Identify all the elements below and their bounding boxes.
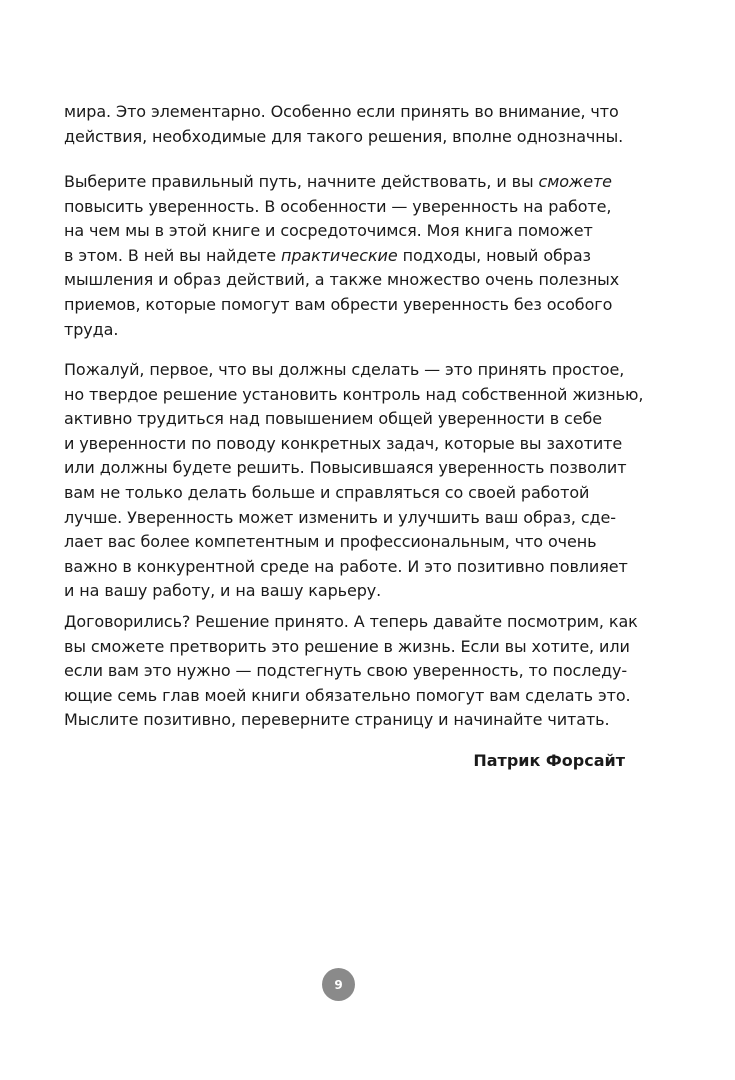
text-segment: активно трудиться над повышением общей уверенности в себе [64,409,602,429]
text-segment: лает вас более компетентным и профессиональным, что очень [64,532,597,552]
text-segment: вам не только делать больше и справляться со своей работой [64,482,590,502]
text-line [64,555,628,580]
text-line [64,318,624,343]
text-segment: приемов, которые помогут вам обрести уверенность без особого [64,294,613,314]
text-segment: мира. Это элементарно. Особенно если принять во внимание, что [64,102,619,121]
text-line [64,244,624,269]
text-segment: подходы, новый образ [397,245,591,265]
emphasized-text: практические [280,245,398,265]
paragraph [64,100,624,149]
text-segment: Выберите правильный путь, начните действовать, и вы [64,172,539,191]
text-segment: повысить уверенность. В особенности — уверенность на работе, [64,196,612,216]
page-number-label: 9 [334,977,343,992]
text-line [64,219,624,244]
text-segment: Пожалуй, первое, что вы должны сделать — это принять простое, [64,360,625,379]
text-line [64,481,624,506]
text-segment: и на вашу работу, и на вашу карьеру. [64,581,382,601]
text-line [64,293,624,318]
text-segment: ющие семь глав моей книги обязательно помогут вам сделать это. [64,685,631,705]
text-line [64,456,627,481]
text-segment: мышления и образ действий, а также множество очень полезных [64,270,620,290]
text-segment: или должны будете решить. Повысившаяся уверенность позволит [64,458,627,478]
text-segment: если вам это нужно — подстегнуть свою уверенность, то последу- [64,661,628,681]
text-line [64,659,628,684]
text-line [64,635,630,660]
author-signature: Патрик Форсайт [473,751,625,770]
text-line [64,268,624,293]
text-line [64,506,624,531]
text-line [64,195,624,220]
text-segment: действия, необходимые для такого решения, вполне однозначны. [64,126,624,146]
emphasized-text: сможете [538,172,612,191]
text-segment: но твердое решение установить контроль над собственной жизнью, [64,384,644,404]
text-line [64,579,624,604]
text-line [64,407,624,432]
text-segment: на чем мы в этой книге и сосредоточимся. Моя книга поможет [64,221,593,241]
paragraph [64,170,624,342]
text-line [64,125,624,150]
text-segment: в этом. В ней вы найдете [64,245,281,265]
text-line [64,432,624,457]
text-line [64,684,631,709]
page-number [322,968,355,1001]
text-segment: и уверенности по поводу конкретных задач, которые вы захотите [64,433,623,453]
text-line [64,708,624,733]
text-line [64,100,624,125]
text-segment: труда. [64,319,119,339]
text-segment: вы сможете претворить это решение в жизнь. Если вы хотите, или [64,636,630,656]
text-line [64,383,644,408]
text-line [64,358,624,383]
paragraph [64,358,644,604]
text-segment: Мыслите позитивно, переверните страницу и начинайте читать. [64,710,610,730]
text-line [64,610,638,635]
text-segment: Договорились? Решение принято. А теперь давайте посмотрим, как [64,612,638,631]
text-line [64,170,624,195]
text-segment: лучше. Уверенность может изменить и улучшить ваш образ, сде- [64,507,616,527]
paragraph [64,610,638,733]
text-line [64,530,624,555]
text-segment: важно в конкурентной среде на работе. И это позитивно повлияет [64,556,628,576]
